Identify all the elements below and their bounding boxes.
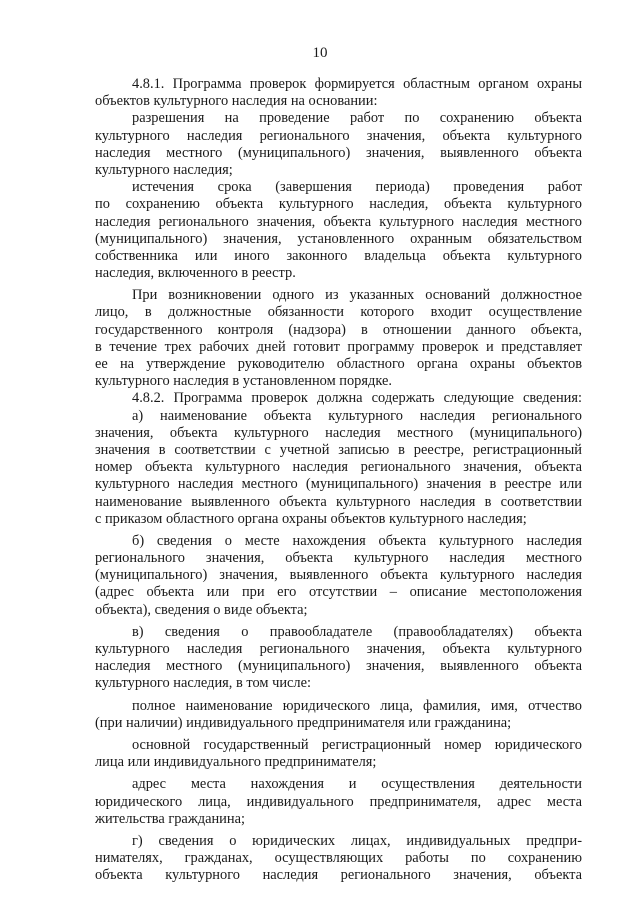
text-line: наследия регионального значения, объекта культурного наследия местного — [95, 213, 582, 230]
text-line: культурного наследия местного (муниципального) значения в реестре или — [95, 476, 582, 493]
text-line: культурного наследия регионального значения, объекта культурного — [95, 127, 582, 144]
text-line: (адрес объекта или при его отсутствии – описание местоположения — [95, 584, 582, 601]
page-number: 10 — [312, 45, 328, 61]
text-line: нимателях, гражданах, осуществляющих работы по сохранению — [95, 850, 582, 867]
text-line: номер объекта культурного наследия регионального значения, объекта — [95, 459, 582, 476]
text-line: культурного наследия; — [95, 161, 233, 178]
text-line: наследия, включенного в реестр. — [95, 265, 296, 282]
text-line: в течение трех рабочих дней готовит программу проверок и представляет — [95, 338, 582, 355]
text-line: основной государственный регистрационный номер юридического — [132, 736, 582, 753]
text-line: наследия местного (муниципального) значения, выявленного объекта — [95, 144, 582, 161]
text-line: культурного наследия в установленном порядке. — [95, 373, 392, 390]
text-line: а) наименование объекта культурного наследия регионального — [132, 407, 582, 424]
text-line: наименование выявленного объекта культурного наследия в соответствии — [95, 493, 582, 510]
text-line: по сохранению объекта культурного наследия, объекта культурного — [95, 196, 582, 213]
text-line: (при наличии) индивидуального предпринимателя или гражданина; — [95, 714, 512, 731]
text-line: 4.8.1. Программа проверок формируется областным органом охраны — [132, 76, 582, 92]
text-line: в) сведения о правообладателе (правообладателях) объекта — [132, 623, 582, 640]
text-line: ее на утверждение руководителю областного органа охраны объектов — [95, 356, 582, 372]
text-line: б) сведения о месте нахождения объекта культурного наследия — [132, 532, 582, 549]
text-line: (муниципального) значения, выявленного объекта культурного наследия — [95, 567, 582, 584]
text-line: культурного наследия, в том числе: — [95, 675, 311, 692]
text-line: разрешения на проведение работ по сохранению объекта — [132, 110, 582, 127]
text-line: адрес места нахождения и осуществления деятельности — [132, 776, 582, 793]
text-line: наследия местного (муниципального) значения, выявленного объекта — [95, 658, 582, 675]
text-line: государственного контроля (надзора) в отношении данного объекта, — [95, 321, 582, 338]
text-line: с приказом областного органа охраны объектов культурного наследия; — [95, 510, 527, 527]
text-line: значения, объекта культурного наследия местного (муниципального) — [95, 424, 582, 441]
text-line: г) сведения о юридических лицах, индивидуальных предпри- — [132, 832, 582, 849]
text-line: 4.8.2. Программа проверок должна содержать следующие сведения: — [132, 390, 582, 407]
text-line: регионального значения, объекта культурного наследия местного — [95, 550, 582, 567]
text-line: жительства гражданина; — [95, 810, 245, 827]
text-line: (муниципального) значения, установленного охранным обязательством — [95, 230, 582, 247]
text-line: объекта), сведения о виде объекта; — [95, 601, 308, 618]
text-line: значения в соответствии с учетной записью в реестре, регистрационный — [95, 441, 582, 458]
text-line: лица или индивидуального предпринимателя; — [95, 754, 377, 771]
text-line: юридического лица, индивидуального предпринимателя, адрес места — [95, 793, 582, 810]
text-line: При возникновении одного из указанных оснований должностное — [132, 287, 582, 304]
document-body-text — [95, 76, 582, 884]
text-line: объектов культурного наследия на основании: — [95, 93, 378, 110]
text-line: объекта культурного наследия регионального значения, объекта — [95, 867, 582, 884]
text-line: истечения срока (завершения периода) проведения работ — [132, 179, 582, 196]
text-line: полное наименование юридического лица, фамилия, имя, отчество — [132, 697, 582, 714]
text-line: культурного наследия регионального значения, объекта культурного — [95, 641, 582, 657]
text-line: собственника или иного законного владельца объекта культурного — [95, 247, 582, 264]
text-line: лицо, в должностные обязанности которого входит осуществление — [95, 304, 582, 321]
